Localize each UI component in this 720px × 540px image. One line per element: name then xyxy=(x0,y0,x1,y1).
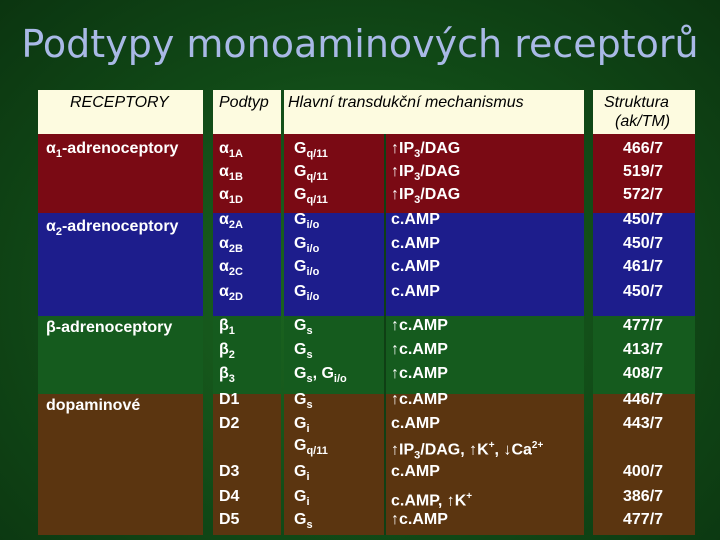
cell-g: $G_i$ xyxy=(294,463,310,484)
header-struktura: Struktura xyxy=(604,94,669,111)
header-mechanismus-cell xyxy=(284,90,584,134)
receptor-table xyxy=(38,90,695,535)
cell-g: $G_s$ xyxy=(294,317,313,338)
header-podtyp: Podtyp xyxy=(219,94,269,111)
cell-struct: 477/7 xyxy=(623,317,664,334)
cell-podtyp: $\alpha_{2D}$ xyxy=(219,283,243,304)
cell-podtyp: $\beta_3$ xyxy=(219,365,235,386)
cell-mech: c.AMP xyxy=(391,283,440,300)
cell-mech: $↑IP_3$/DAG xyxy=(391,186,461,207)
cell-g: $G_{q/11}$ xyxy=(294,437,328,458)
group-alpha1: $\alpha_1$-adrenoceptory xyxy=(46,140,179,161)
cell-podtyp: D1 xyxy=(219,391,240,408)
cell-podtyp: D3 xyxy=(219,463,240,480)
cell-podtyp: $\beta_2$ xyxy=(219,341,235,362)
header-mechanismus: Hlavní transdukční mechanismus xyxy=(288,94,524,111)
cell-struct: 466/7 xyxy=(623,140,664,157)
header-receptory-cell xyxy=(38,90,203,134)
header-podtyp-cell xyxy=(213,90,281,134)
cell-g: $G_s$ xyxy=(294,391,313,412)
cell-struct: 386/7 xyxy=(623,488,664,505)
cell-podtyp: $\alpha_{2B}$ xyxy=(219,235,243,256)
cell-g: $G_{q/11}$ xyxy=(294,163,328,184)
cell-podtyp: D2 xyxy=(219,415,240,432)
group-beta: β-adrenoceptory xyxy=(46,319,173,336)
cell-g: $G_{i/o}$ xyxy=(294,283,320,304)
cell-mech: $↑IP_3$/DAG xyxy=(391,163,461,184)
cell-mech: c.AMP xyxy=(391,235,440,252)
header-struktura-cell xyxy=(593,90,695,134)
cell-podtyp: D5 xyxy=(219,511,240,528)
header-receptory: RECEPTORY xyxy=(70,94,169,111)
cell-mech: c.AMP xyxy=(391,415,440,432)
cell-mech: ↑c.AMP xyxy=(391,511,448,528)
slide-title: Podtypy monoaminových receptorů xyxy=(21,22,699,66)
cell-struct: 408/7 xyxy=(623,365,664,382)
header-struktura-unit: (ak/TM) xyxy=(615,113,671,130)
cell-podtyp: $\alpha_{1A}$ xyxy=(219,140,243,161)
cell-struct: 450/7 xyxy=(623,283,664,300)
cell-mech: ↑c.AMP xyxy=(391,391,448,408)
cell-mech: c.AMP, ↑K+ xyxy=(391,491,473,510)
cell-mech: ↑c.AMP xyxy=(391,317,448,334)
cell-g: $G_s$, $G_{i/o}$ xyxy=(294,365,347,386)
cell-mech: $↑IP_3$/DAG, ↑K+, $↓Ca^{2+}$ xyxy=(391,440,544,462)
cell-struct: 443/7 xyxy=(623,415,664,432)
cell-g: $G_{i/o}$ xyxy=(294,211,320,232)
cell-g: $G_{q/11}$ xyxy=(294,140,328,161)
cell-struct: 450/7 xyxy=(623,211,664,228)
cell-g: $G_{i/o}$ xyxy=(294,235,320,256)
cell-g: $G_s$ xyxy=(294,511,313,532)
cell-mech: c.AMP xyxy=(391,463,440,480)
cell-podtyp: $\alpha_{1B}$ xyxy=(219,163,243,184)
mech-separator xyxy=(384,134,386,535)
cell-mech: c.AMP xyxy=(391,211,440,228)
cell-podtyp: $\alpha_{2A}$ xyxy=(219,211,243,232)
cell-g: $G_i$ xyxy=(294,488,310,509)
cell-struct: 572/7 xyxy=(623,186,664,203)
cell-g: $G_s$ xyxy=(294,341,313,362)
cell-podtyp: $\alpha_{1D}$ xyxy=(219,186,243,207)
cell-mech: ↑c.AMP xyxy=(391,341,448,358)
cell-mech: ↑c.AMP xyxy=(391,365,448,382)
cell-podtyp: $\alpha_{2C}$ xyxy=(219,258,243,279)
cell-mech: c.AMP xyxy=(391,258,440,275)
group-alpha2: $\alpha_2$-adrenoceptory xyxy=(46,218,179,239)
cell-struct: 519/7 xyxy=(623,163,664,180)
cell-struct: 446/7 xyxy=(623,391,664,408)
cell-podtyp: $\beta_1$ xyxy=(219,317,235,338)
cell-struct: 400/7 xyxy=(623,463,664,480)
cell-struct: 413/7 xyxy=(623,341,664,358)
cell-struct: 461/7 xyxy=(623,258,664,275)
cell-g: $G_{q/11}$ xyxy=(294,186,328,207)
cell-podtyp: D4 xyxy=(219,488,240,505)
group-dopamin: dopaminové xyxy=(46,397,141,414)
cell-struct: 450/7 xyxy=(623,235,664,252)
cell-mech: $↑IP_3$/DAG xyxy=(391,140,461,161)
cell-g: $G_i$ xyxy=(294,415,310,436)
cell-struct: 477/7 xyxy=(623,511,664,528)
cell-g: $G_{i/o}$ xyxy=(294,258,320,279)
